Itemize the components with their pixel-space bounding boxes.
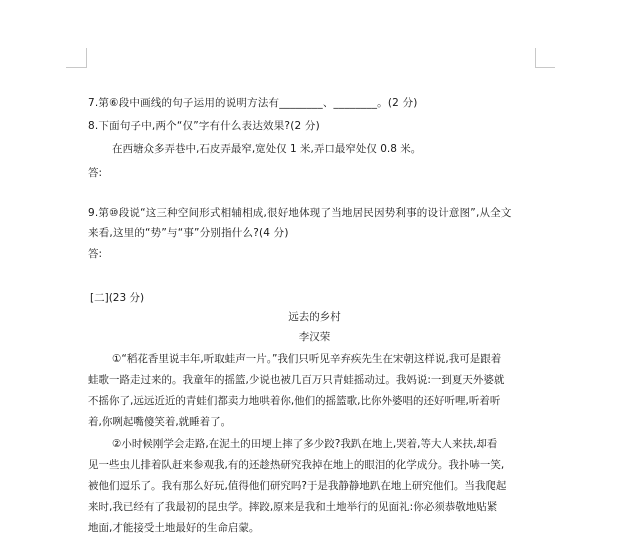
question-8-prompt: 8.下面句子中,两个“仅”字有什么表达效果?(2 分) (88, 120, 320, 132)
crop-mark-top-left (86, 48, 87, 68)
paragraph-1-line: 着,你咧起嘴傻笑着,就睡着了。 (88, 416, 232, 428)
article-title: 远去的乡村 (288, 311, 341, 323)
question-9-prompt-line-2: 来看,这里的“势”与“事”分别指什么?(4 分) (88, 227, 289, 239)
question-7-separator: 、 (322, 97, 334, 109)
question-7-prompt: 7.第⑥段中画线的句子运用的说明方法有 (88, 97, 280, 109)
paragraph-1-line: ①“稻花香里说丰年,听取蛙声一片。”我们只听见辛弃疾先生在宋朝这样说,我可是跟着 (112, 353, 502, 365)
question-7 (88, 96, 418, 110)
question-8-quote: 在西塘众多弄巷中,石皮弄最窄,宽处仅 1 米,弄口最窄处仅 0.8 米。 (112, 143, 422, 155)
crop-mark-top-left (66, 67, 86, 68)
question-7-blank-1: ________ (279, 97, 323, 109)
article-author: 李汉荣 (298, 331, 331, 343)
section-2-label: [二](23 分) (90, 292, 145, 304)
crop-mark-top-right (535, 67, 555, 68)
paragraph-2-line: 见一些虫儿排着队赶来参观我,有的还趁热研究我掉在地上的眼泪的化学成分。我扑哧一笑, (88, 459, 505, 471)
paragraph-1-line: 蛙歌一路走过来的。我童年的摇篮,少说也被几百万只青蛙摇动过。我妈说:一到夏天外婆就 (88, 374, 505, 386)
paragraph-2-line: 被他们逗乐了。我有那么好玩,值得他们研究吗?于是我静静地趴在地上研究他们。当我爬起 (88, 480, 507, 492)
paragraph-1-line: 不摇你了,远远近近的青蛙们都卖力地哄着你,他们的摇篮歌,比你外婆唱的还好听哩,听着听 (88, 395, 501, 407)
question-7-score: 。(2 分) (377, 97, 418, 109)
question-9-answer-label: 答: (88, 248, 103, 260)
question-9-prompt-line-1: 9.第⑩段说“这三种空间形式相辅相成,很好地体现了当地居民因势利事的设计意图”,从全文 (88, 207, 512, 219)
paragraph-2-line: ②小时候刚学会走路,在泥土的田埂上摔了多少跤?我趴在地上,哭着,等大人来扶,却看 (112, 438, 498, 450)
paragraph-2-line: 地面,才能接受土地最好的生命启蒙。 (88, 522, 260, 534)
question-8-answer-label: 答: (88, 167, 103, 179)
crop-mark-top-right (535, 48, 536, 68)
question-7-blank-2: ________ (333, 97, 378, 109)
paragraph-2-line: 来时,我已经有了我最初的昆虫学。摔跤,原来是我和土地举行的见面礼:你必须恭敬地贴紧 (88, 501, 498, 513)
